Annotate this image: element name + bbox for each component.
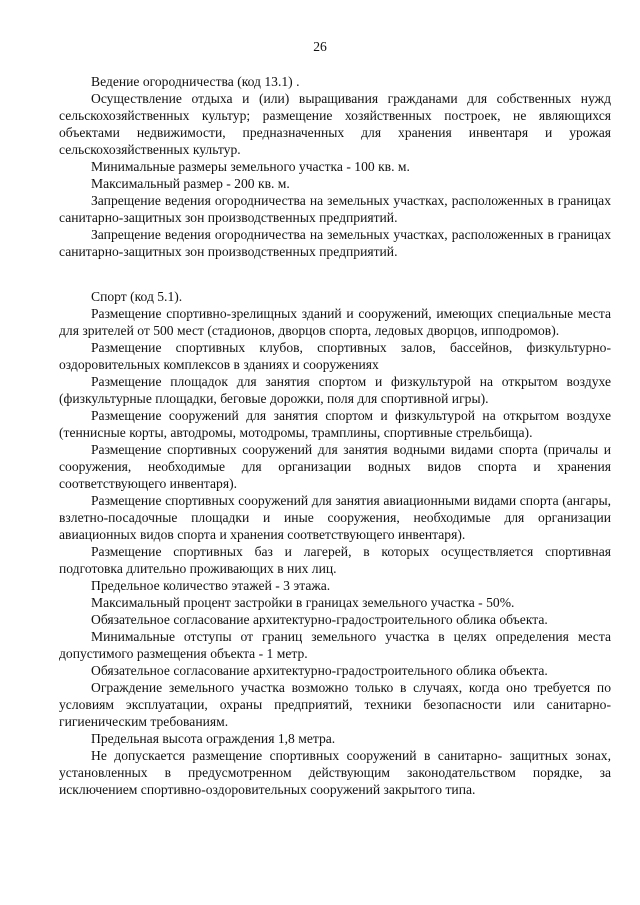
paragraph: Минимальные отступы от границ земельного участка в целях определения места допустимого размещения объекта - 1 метр.	[59, 629, 611, 661]
paragraph: Обязательное согласование архитектурно-градостроительного облика объекта.	[91, 612, 548, 627]
page-number: 26	[313, 39, 327, 54]
paragraph: Запрещение ведения огородничества на земельных участках, расположенных в границах санитарно-защитных зон производственных предприятий.	[59, 227, 611, 259]
paragraph: Предельное количество этажей - 3 этажа.	[91, 578, 331, 593]
section-sport	[59, 288, 611, 798]
paragraph: Осуществление отдыха и (или) выращивания гражданами для собственных нужд сельскохозяйственных культур; размещение хозяйственных построек, не являющихся объектами недвижимости, предназначенных для хранения инвентаря и урожая сельскохозяйственных культур.	[59, 91, 611, 157]
paragraph: Размещение сооружений для занятия спортом и физкультурой на открытом воздухе (теннисные корты, автодромы, мотодромы, трамплины, спортивные стрельбища).	[59, 408, 611, 440]
paragraph: Размещение спортивно-зрелищных зданий и сооружений, имеющих специальные места для зрителей от 500 мест (стадионов, дворцов спорта, ледовых дворцов, ипподромов).	[59, 306, 611, 338]
paragraph: Ограждение земельного участка возможно только в случаях, когда оно требуется по условиям эксплуатации, охраны предприятий, техники безопасности или санитарно-гигиеническим требованиям.	[59, 680, 611, 729]
paragraph: Размещение спортивных сооружений для занятия водными видами спорта (причалы и сооружения, необходимые для организации водных видов спорта и хранения соответствующего инвентаря).	[59, 442, 611, 491]
paragraph: Минимальные размеры земельного участка - 100 кв. м.	[91, 159, 410, 174]
paragraph: Размещение спортивных сооружений для занятия авиационными видами спорта (ангары, взлетно-посадочные площадки и иные сооружения, необходимые для организации авиационных видов спорта и хранения соответствующего инвентаря).	[59, 493, 611, 542]
paragraph: Размещение площадок для занятия спортом и физкультурой на открытом воздухе (физкультурные площадки, беговые дорожки, поля для спортивной игры).	[59, 374, 611, 406]
section-heading: Спорт (код 5.1).	[91, 289, 183, 304]
paragraph: Предельная высота ограждения 1,8 метра.	[91, 731, 336, 746]
paragraph: Запрещение ведения огородничества на земельных участках, расположенных в границах санитарно-защитных зон производственных предприятий.	[59, 193, 611, 225]
paragraph: Обязательное согласование архитектурно-градостроительного облика объекта.	[91, 663, 548, 678]
section-heading: Ведение огородничества (код 13.1) .	[91, 74, 300, 89]
section-gardening	[59, 73, 611, 260]
paragraph: Размещение спортивных баз и лагерей, в которых осуществляется спортивная подготовка длительно проживающих в них лиц.	[59, 544, 611, 576]
paragraph: Максимальный процент застройки в границах земельного участка - 50%.	[91, 595, 515, 610]
paragraph: Не допускается размещение спортивных сооружений в санитарно- защитных зонах, установленных в предусмотренном действующим законодательством порядке, за исключением спортивно-оздоровительных сооружений закрытого типа.	[59, 748, 611, 797]
paragraph: Максимальный размер - 200 кв. м.	[91, 176, 290, 191]
paragraph: Размещение спортивных клубов, спортивных залов, бассейнов, физкультурно-оздоровительных комплексов в зданиях и сооружениях	[59, 340, 611, 372]
